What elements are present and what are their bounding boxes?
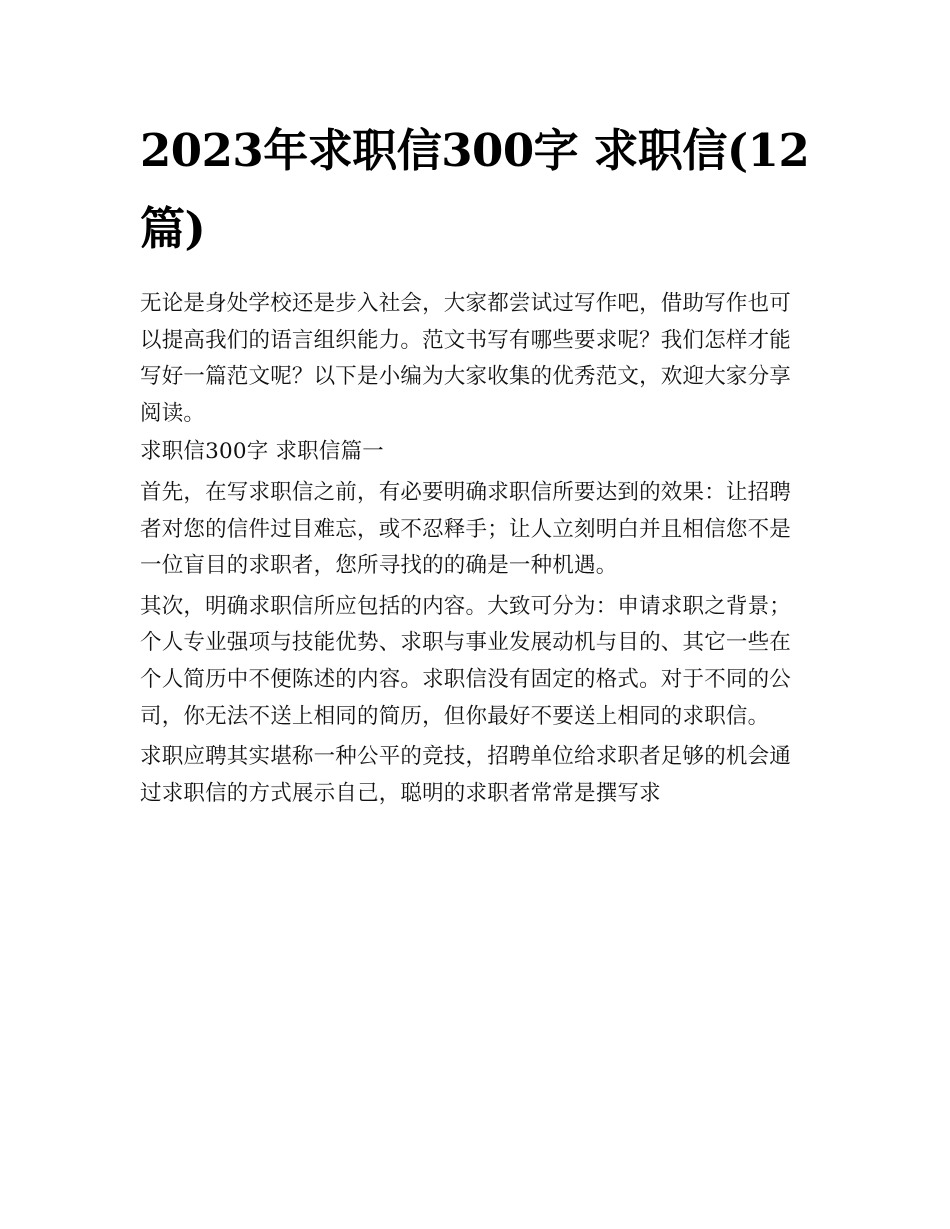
body-paragraph-2: 其次，明确求职信所应包括的内容。大致可分为：申请求职之背景；个人专业强项与技能优势、求职与事业发展动机与目的、其它一些在个人简历中不便陈述的内容。求职信没有固定的格式。对于不同的公司，你无法不送上相同的简历，但你最好不要送上相同的求职信。 (140, 593, 792, 729)
document-body (140, 112, 812, 812)
section-heading: 求职信300字 求职信篇一 (140, 439, 384, 465)
body-paragraph-1: 首先，在写求职信之前，有必要明确求职信所要达到的效果：让招聘者对您的信件过目难忘，或不忍释手；让人立刻明白并且相信您不是一位盲目的求职者，您所寻找的的确是一种机遇。 (140, 479, 792, 579)
body-paragraph-3: 求职应聘其实堪称一种公平的竞技，招聘单位给求职者足够的机会通过求职信的方式展示自己，聪明的求职者常常是撰写求 (140, 744, 792, 806)
intro-paragraph: 无论是身处学校还是步入社会，大家都尝试过写作吧，借助写作也可以提高我们的语言组织能力。范文书写有哪些要求呢？我们怎样才能写好一篇范文呢？以下是小编为大家收集的优秀范文，欢迎大家分享阅读。 (140, 291, 792, 426)
document-title: 2023年求职信300字 求职信(12篇) (140, 124, 810, 255)
